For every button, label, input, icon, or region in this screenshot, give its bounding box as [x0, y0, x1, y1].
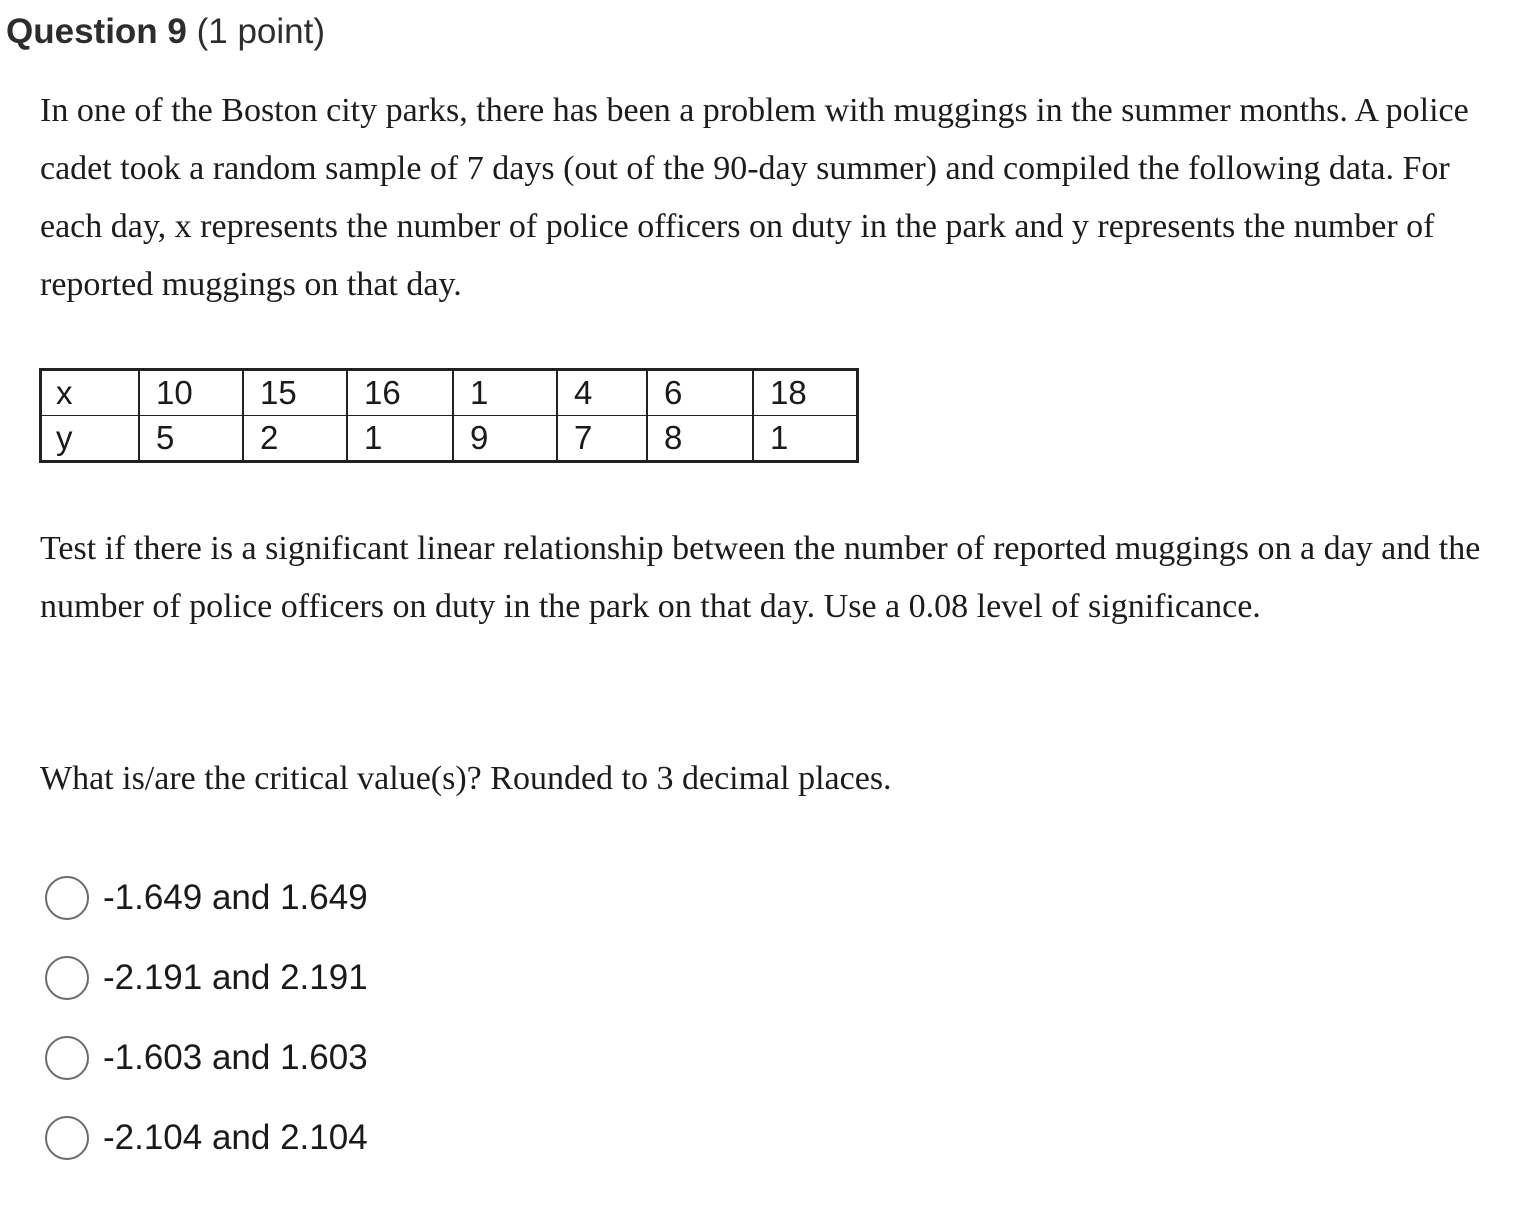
table-cell: 1 [753, 416, 858, 462]
question-title: Question 9 [6, 12, 187, 51]
table-cell: 1 [453, 370, 557, 416]
answer-option-label: -1.603 and 1.603 [103, 1038, 368, 1077]
table-cell: 2 [243, 416, 347, 462]
table-cell: 7 [557, 416, 647, 462]
table-cell: 4 [557, 370, 647, 416]
answer-option-4[interactable] [45, 1098, 368, 1178]
question-points: (1 point) [196, 12, 326, 51]
answer-option-2[interactable] [45, 938, 368, 1018]
answer-option-3[interactable] [45, 1018, 368, 1098]
table-cell: 18 [753, 370, 858, 416]
answer-option-label: -2.104 and 2.104 [103, 1118, 368, 1157]
table-cell: 15 [243, 370, 347, 416]
question-prompt: What is/are the critical value(s)? Rounded to 3 decimal places. [40, 760, 892, 797]
radio-button[interactable] [45, 956, 89, 1000]
table-header-x: x [41, 370, 140, 416]
table-cell: 10 [139, 370, 243, 416]
answer-options [45, 858, 368, 1178]
table-cell: 6 [647, 370, 753, 416]
table-cell: 1 [347, 416, 453, 462]
answer-option-1[interactable] [45, 858, 368, 938]
radio-button[interactable] [45, 876, 89, 920]
table-cell: 5 [139, 416, 243, 462]
table-row-y [41, 416, 858, 462]
question-header [6, 8, 325, 56]
table-row-x [41, 370, 858, 416]
table-header-y: y [56, 419, 73, 456]
radio-button[interactable] [45, 1116, 89, 1160]
answer-option-label: -1.649 and 1.649 [103, 878, 368, 917]
intro-paragraph: In one of the Boston city parks, there has been a problem with muggings in the summer months. A police cadet took a random sample of 7 days (out of the 90-day summer) and compiled the following data. For each day, x represents the number of police officers on duty in the park and y represents the number of reported muggings on that day. [40, 92, 1469, 303]
data-table [39, 368, 859, 463]
test-paragraph: Test if there is a significant linear relationship between the number of reported muggings on a day and the number of police officers on duty in the park on that day. Use a 0.08 level of significance. [40, 530, 1481, 625]
table-cell: 8 [647, 416, 753, 462]
answer-option-label: -2.191 and 2.191 [103, 958, 368, 997]
table-cell: 9 [453, 416, 557, 462]
radio-button[interactable] [45, 1036, 89, 1080]
table-cell: 16 [347, 370, 453, 416]
